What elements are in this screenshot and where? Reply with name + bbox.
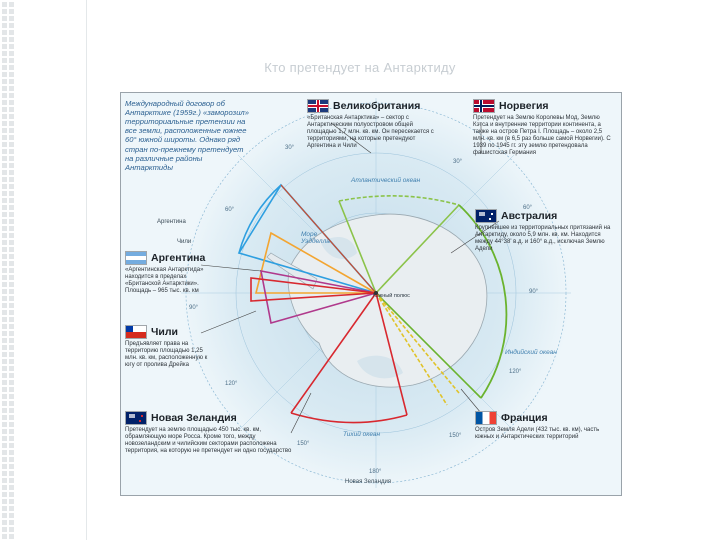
indian-ocean-label: Индийский океан	[505, 349, 557, 356]
new-zealand-name: Новая Зеландия	[151, 411, 237, 424]
chile-panel	[125, 325, 215, 369]
argentina-panel	[125, 251, 211, 295]
uk-panel	[307, 99, 439, 150]
uk-flag-icon	[307, 99, 329, 113]
atlantic-ocean-label: Атлантический океан	[351, 177, 421, 184]
france-flag-icon	[475, 411, 497, 425]
treaty-note: Международный договор об Антарктике (1959г.) «заморозил» территориальные претензии на все земли, расположенные южнее 60° южной широты. Однако ряд стран по-прежнему претендует на различные районы Антарктиды	[125, 99, 249, 172]
degree-180-label: 180°	[369, 469, 382, 475]
degree-60w-label: 60°	[225, 207, 235, 213]
degree-150e-label: 150°	[449, 433, 462, 439]
france-description: Остров Земля Адели (432 тыс. кв. км), часть южных и Антарктических территорий	[475, 427, 600, 441]
degree-120e-label: 120°	[509, 369, 522, 375]
degree-90e-label: 90°	[529, 289, 539, 295]
argentina-description: «Аргентинская Антарктида» находится в пределах «Британской Антарктики». Площадь – 965 тыс. кв. км	[125, 267, 204, 295]
australia-name: Австралия	[501, 209, 558, 222]
australia-panel	[475, 209, 613, 253]
pacific-ocean-label: Тихий океан	[343, 431, 381, 438]
norway-flag-icon	[473, 99, 495, 113]
weddell-sea-label: Море Уэдделла	[301, 231, 330, 245]
norway-panel	[473, 99, 613, 157]
chile-name: Чили	[151, 325, 178, 338]
south-pole-label: Южный полюс	[373, 293, 410, 299]
slide-edge-line	[86, 0, 87, 540]
argentina-map-label: Аргентина	[157, 219, 186, 225]
france-name: Франция	[501, 411, 548, 424]
uk-name: Великобритания	[333, 99, 421, 112]
chile-flag-icon	[125, 325, 147, 339]
degree-60e-label: 60°	[523, 205, 533, 211]
degree-120w-label: 120°	[225, 381, 238, 387]
degree-90w-label: 90°	[189, 305, 199, 311]
slide-title: Кто претендует на Антарктиду	[264, 60, 456, 75]
new-zealand-flag-icon	[125, 411, 147, 425]
uk-description: «Британская Антарктика» – сектор с Антарктическим полуостровом общей площадью 1,7 млн. кв. км. Он пересекается с территориями, на которые претендуют Аргентина и Чили	[307, 115, 434, 150]
antarctica-claims-map	[120, 92, 622, 496]
norway-description: Претендует на Землю Королевы Мод, Землю Кэтса и внутренние территории континента, а также на остров Петра I. Площадь – около 2,5 млн. кв. км (в 6,5 раз больше самой Норвегии). С 1939 по 1945 гг. эту землю претендовала фашистская Германия	[473, 115, 611, 157]
new-zealand-description: Претендует на землю площадью 450 тыс. кв. км, обрамляющую море Росса. Кроме того, между новозеландским и чилийским секторами расположена территория, на которую не претендует ни одно государство	[125, 427, 292, 455]
degree-30e-label: 30°	[453, 159, 463, 165]
new-zealand-panel	[125, 411, 295, 455]
australia-flag-icon	[475, 209, 497, 223]
degree-150w-label: 150°	[297, 441, 310, 447]
australia-description: Крупнейшее из территориальных притязаний на Антарктиду, около 5,9 млн. кв. км. Находится между 44°38' в.д. и 160° в.д., исключая Землю Адели	[475, 225, 611, 253]
argentina-flag-icon	[125, 251, 147, 265]
chile-map-label: Чили	[177, 239, 192, 245]
chile-description: Предъявляет права на территорию площадью 1,25 млн. кв. км, расположенную к югу от пролива Дрейка	[125, 341, 208, 369]
new-zealand-map-label: Новая Зеландия	[345, 479, 392, 485]
degree-30w-label: 30°	[285, 145, 295, 151]
argentina-name: Аргентина	[151, 251, 206, 264]
norway-name: Норвегия	[499, 99, 549, 112]
slide-edge-pattern	[0, 0, 14, 540]
france-panel	[475, 411, 613, 441]
